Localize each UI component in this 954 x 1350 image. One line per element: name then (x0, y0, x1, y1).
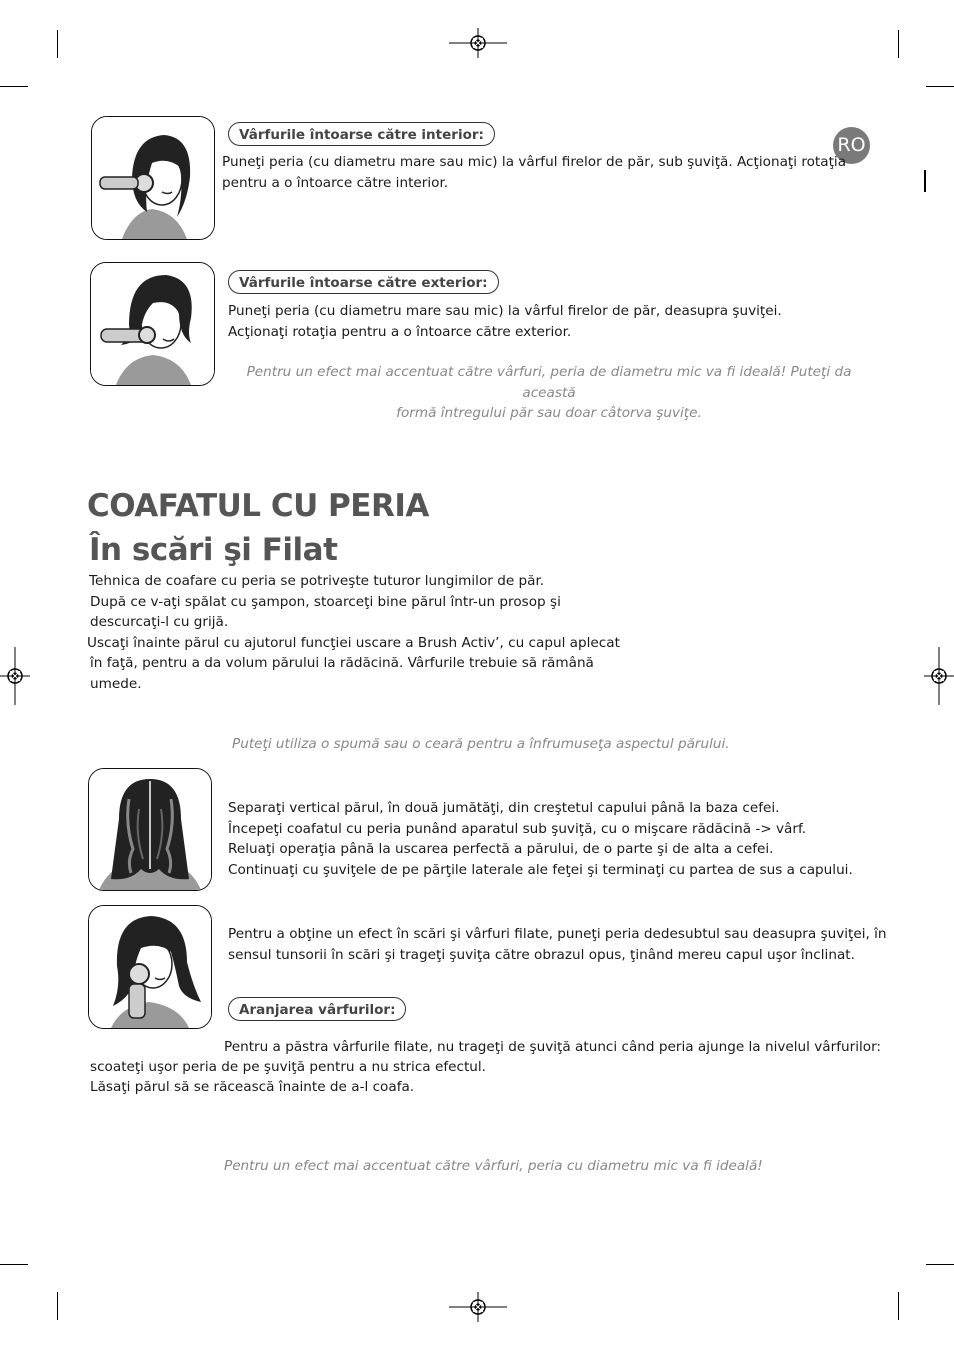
crop-mark-icon (898, 30, 899, 58)
section1-body (222, 152, 846, 193)
crop-mark-icon (926, 1264, 954, 1265)
registration-mark-icon (0, 647, 30, 705)
text-line: Uscaţi înainte părul cu ajutorul funcţiei uscare a Brush Activ’, cu capul aplecat (87, 634, 620, 651)
section2-note (228, 362, 870, 424)
text-line: pentru a o întoarce către interior. (222, 174, 449, 191)
registration-mark-icon (924, 647, 954, 705)
text-line: Puneţi peria (cu diametru mare sau mic) la vârful firelor de păr, deasupra şuviţei. (228, 303, 782, 319)
text-line: Începeţi coafatul cu peria punând aparatul sub şuviţă, cu o mişcare rădăcină -> vârf. (228, 820, 807, 837)
text-line: umede. (90, 675, 142, 692)
styling-tip: Puteţi utiliza o spumă sau o ceară pentru a înfrumuseţa aspectul părului. (232, 736, 730, 752)
section3-line-1: Pentru a păstra vârfurile filate, nu trageţi de şuviţă atunci când peria ajunge la nivelul vârfurilor: (224, 1039, 882, 1055)
crop-mark-icon (57, 1292, 58, 1320)
section3-note: Pentru un efect mai accentuat către vârfuri, peria cu diametru mic va fi ideală! (224, 1158, 763, 1174)
crop-mark-icon (926, 86, 954, 87)
section-heading-outward: Vârfurile întoarse către exterior: (228, 270, 499, 294)
text-line: Tehnica de coafare cu peria se potriveşte tuturor lungimilor de păr. (89, 573, 545, 589)
section-heading-inward: Vârfurile întoarse către interior: (228, 122, 495, 146)
text-line: descurcaţi-l cu grijă. (90, 614, 229, 630)
note-line: Pentru un efect mai accentuat către vârfuri, peria de diametru mic va fi ideală! Puteţi da această (246, 364, 852, 401)
section-heading-tips: Aranjarea vârfurilor: (228, 997, 406, 1021)
registration-mark-icon (449, 28, 507, 58)
text-line: După ce v-aţi spălat cu şampon, stoarceţi bine părul într-un prosop şi (90, 593, 561, 610)
text-line: Reluaţi operaţia până la uscarea perfectă a părului, de o parte şi de alta a cefei. (228, 841, 774, 857)
language-badge: RO (833, 127, 870, 164)
note-line: formă întregului păr sau doar câtorva şuviţe. (396, 405, 702, 421)
crop-mark-icon (924, 170, 926, 192)
registration-mark-icon (449, 1292, 507, 1322)
text-line: Pentru a obţine un efect în scări şi vârfuri filate, puneţi peria dedesubtul sau deasupra şuviţei, în (228, 926, 887, 942)
illustration-inward-curl (91, 116, 215, 240)
illustration-layered-cut (88, 905, 212, 1029)
text-line: Acţionaţi rotaţia pentru a o întoarce către exterior. (228, 323, 572, 340)
section3-line-3: Lăsaţi părul să se răcească înainte de a-l coafa. (90, 1079, 415, 1095)
text-line: Separaţi vertical părul, în două jumătăţi, din creştetul capului până la baza cefei. (228, 800, 780, 816)
illustration-back-of-head (88, 768, 212, 891)
crop-mark-icon (898, 1292, 899, 1320)
page-subtitle: În scări şi Filat (89, 532, 338, 568)
text-line: Continuaţi cu şuviţele de pe părţile laterale ale feţei şi terminaţi cu partea de sus a capului. (228, 861, 853, 878)
intro-paragraph (87, 571, 620, 694)
page-title: COAFATUL CU PERIA (87, 488, 429, 524)
text-line: Puneţi peria (cu diametru mare sau mic) la vârful firelor de păr, sub şuviţă. Acţionaţi rotaţia (222, 154, 847, 170)
section2-body (228, 301, 782, 342)
illustration-outward-curl (90, 262, 215, 386)
crop-mark-icon (57, 30, 58, 58)
crop-mark-icon (0, 86, 28, 87)
text-line: în faţă, pentru a da volum părului la rădăcină. Vârfurile trebuie să rămână (90, 655, 594, 671)
crop-mark-icon (0, 1264, 28, 1265)
section3-line-2: scoateţi uşor peria de pe şuviţă pentru a nu strica efectul. (90, 1059, 486, 1075)
text-line: sensul tunsorii în scări şi trageţi şuviţa către obrazul opus, ţinând mereu capul uşor înclinat. (228, 946, 855, 963)
step1-body (228, 798, 853, 880)
step2-body (228, 924, 887, 965)
